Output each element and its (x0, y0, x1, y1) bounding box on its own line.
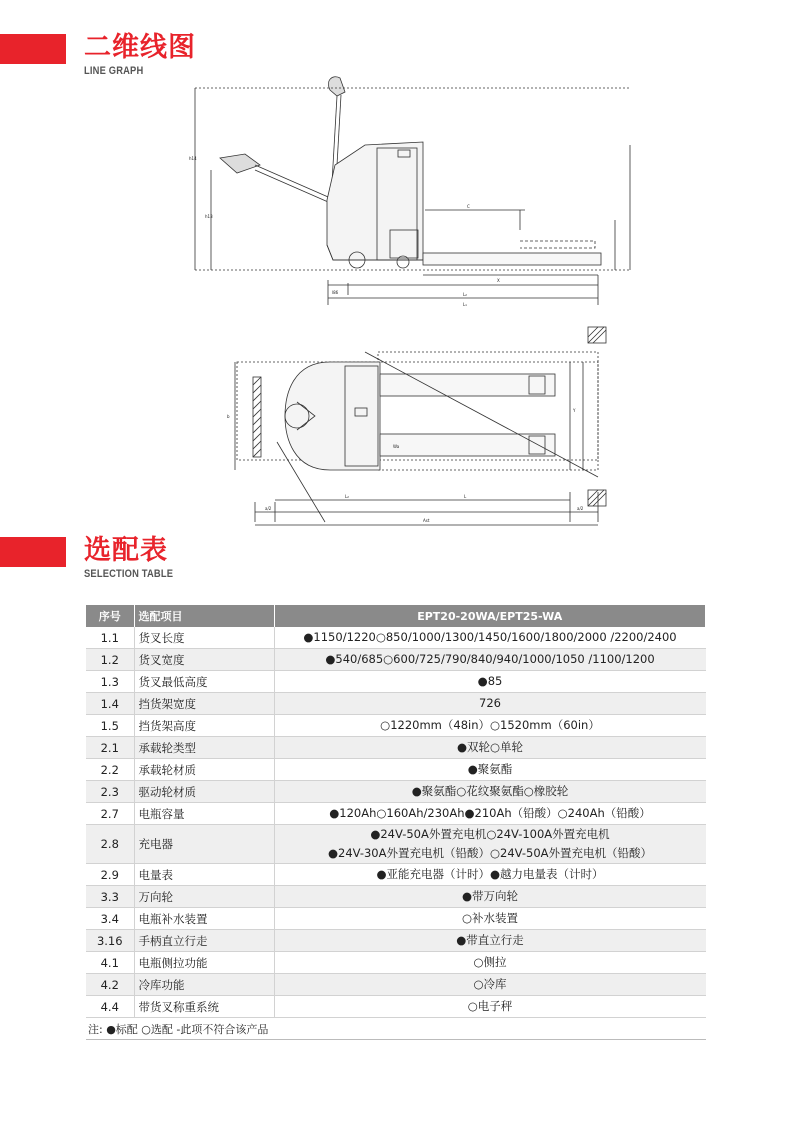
table-row (86, 715, 706, 737)
row-number: 1.1 (86, 627, 134, 649)
row-item: 挡货架高度 (134, 715, 274, 737)
row-value-line: ○补水装置 (461, 911, 519, 925)
row-value (274, 693, 706, 715)
table-row (86, 803, 706, 825)
section-accent-bar (0, 34, 66, 64)
row-item: 货叉最低高度 (134, 671, 274, 693)
row-number: 2.9 (86, 864, 134, 886)
row-value (274, 974, 706, 996)
row-value (274, 649, 706, 671)
row-item: 带货叉称重系统 (134, 996, 274, 1018)
row-value (274, 825, 706, 864)
row-value-line: ●120Ah○160Ah/230Ah●210Ah（铅酸）○240Ah（铅酸） (329, 806, 651, 820)
row-number: 2.3 (86, 781, 134, 803)
row-value-line: ●双轮○单轮 (456, 740, 524, 754)
row-item: 电瓶容量 (134, 803, 274, 825)
section-subtitle: LINE GRAPH (84, 65, 144, 77)
dim-label-l2: L₂ (463, 292, 467, 297)
row-item: 充电器 (134, 825, 274, 864)
row-item: 货叉长度 (134, 627, 274, 649)
dim-label-x: X (497, 278, 500, 283)
table-note: 注: ●标配 ○选配 -此项不符合该产品 (86, 1018, 706, 1040)
row-item: 冷库功能 (134, 974, 274, 996)
row-number: 2.1 (86, 737, 134, 759)
row-number: 2.2 (86, 759, 134, 781)
row-item: 货叉宽度 (134, 649, 274, 671)
table-row (86, 825, 706, 864)
table-row (86, 886, 706, 908)
row-value (274, 996, 706, 1018)
header-model: EPT20-20WA/EPT25-WA (274, 605, 706, 627)
table-header-row (86, 605, 706, 627)
table-row (86, 908, 706, 930)
row-value (274, 781, 706, 803)
dim-label-a2-right: a/2 (577, 506, 584, 511)
row-value-line: ●聚氨酯 (467, 762, 513, 776)
row-item: 驱动轮材质 (134, 781, 274, 803)
section-subtitle-2: SELECTION TABLE (84, 568, 174, 580)
row-value-line: ●亚能充电器（计时）●越力电量表（计时） (376, 867, 604, 881)
row-value-line: 726 (479, 696, 501, 710)
row-value (274, 930, 706, 952)
table-row (86, 649, 706, 671)
row-value (274, 627, 706, 649)
row-value-line: ●540/685○600/725/790/840/940/1000/1050 /1100/1200 (325, 652, 655, 666)
row-value-line: ○1220mm（48in）○1520mm（60in） (380, 718, 600, 732)
dim-label-y: Y (573, 408, 576, 413)
dim-label-l2-top: L₂ (345, 494, 349, 499)
row-number: 1.3 (86, 671, 134, 693)
dim-label-wa: Wa (393, 444, 400, 449)
section-accent-bar-2 (0, 537, 66, 567)
dim-label-c: C (467, 204, 470, 209)
row-value (274, 886, 706, 908)
side-view-drawing (185, 70, 640, 315)
row-value-line: ●24V-50A外置充电机○24V-100A外置充电机 (370, 827, 610, 841)
row-value-line: ○电子秤 (467, 999, 513, 1013)
table-note-row (86, 1018, 706, 1040)
dim-label-l1: L₁ (463, 302, 467, 307)
row-value-line: ●85 (477, 674, 503, 688)
header-item: 选配项目 (134, 605, 274, 627)
row-number: 1.4 (86, 693, 134, 715)
header-no: 序号 (86, 605, 134, 627)
row-item: 电瓶侧拉功能 (134, 952, 274, 974)
table-row (86, 930, 706, 952)
row-number: 3.4 (86, 908, 134, 930)
row-value-line: ○侧拉 (473, 955, 507, 969)
row-value-line: ●1150/1220○850/1000/1300/1450/1600/1800/2000 /2200/2400 (303, 630, 677, 644)
row-value-line: ○冷库 (473, 977, 507, 991)
row-value (274, 671, 706, 693)
row-item: 挡货架宽度 (134, 693, 274, 715)
row-value-line: ●带直立行走 (456, 933, 524, 947)
row-value (274, 759, 706, 781)
dim-label-h14: h14 (189, 156, 197, 161)
table-row (86, 781, 706, 803)
row-item: 电瓶补水装置 (134, 908, 274, 930)
table-row (86, 693, 706, 715)
table-row (86, 627, 706, 649)
dim-label-a2-left: a/2 (265, 506, 272, 511)
section-title-2: 选配表 (84, 535, 168, 566)
row-number: 2.8 (86, 825, 134, 864)
row-value (274, 803, 706, 825)
dim-label-l86: l86 (332, 290, 339, 295)
table-row (86, 952, 706, 974)
row-value (274, 908, 706, 930)
row-item: 万向轮 (134, 886, 274, 908)
row-number: 3.16 (86, 930, 134, 952)
row-value (274, 715, 706, 737)
selection-table (86, 605, 706, 1040)
top-view-drawing (215, 322, 615, 530)
dim-label-b: b (227, 414, 230, 419)
row-number: 4.4 (86, 996, 134, 1018)
table-row (86, 737, 706, 759)
row-number: 4.1 (86, 952, 134, 974)
row-value (274, 864, 706, 886)
row-item: 承载轮类型 (134, 737, 274, 759)
dim-label-ast: Ast (423, 518, 430, 523)
row-number: 1.2 (86, 649, 134, 671)
row-number: 4.2 (86, 974, 134, 996)
table-row (86, 759, 706, 781)
table-row (86, 671, 706, 693)
row-item: 手柄直立行走 (134, 930, 274, 952)
row-number: 2.7 (86, 803, 134, 825)
row-value (274, 952, 706, 974)
row-value-line: ●聚氨酯○花纹聚氨酯○橡胶轮 (411, 784, 569, 798)
row-number: 1.5 (86, 715, 134, 737)
table-row (86, 996, 706, 1018)
row-item: 承载轮材质 (134, 759, 274, 781)
row-value-line: ●带万向轮 (461, 889, 519, 903)
row-item: 电量表 (134, 864, 274, 886)
dim-label-h13: h13 (205, 214, 213, 219)
row-number: 3.3 (86, 886, 134, 908)
table-row (86, 974, 706, 996)
row-value-line: ●24V-30A外置充电机（铅酸）○24V-50A外置充电机（铅酸） (327, 846, 653, 860)
table-row (86, 864, 706, 886)
row-value (274, 737, 706, 759)
dim-label-l: L (464, 494, 467, 499)
section-title: 二维线图 (84, 32, 196, 63)
